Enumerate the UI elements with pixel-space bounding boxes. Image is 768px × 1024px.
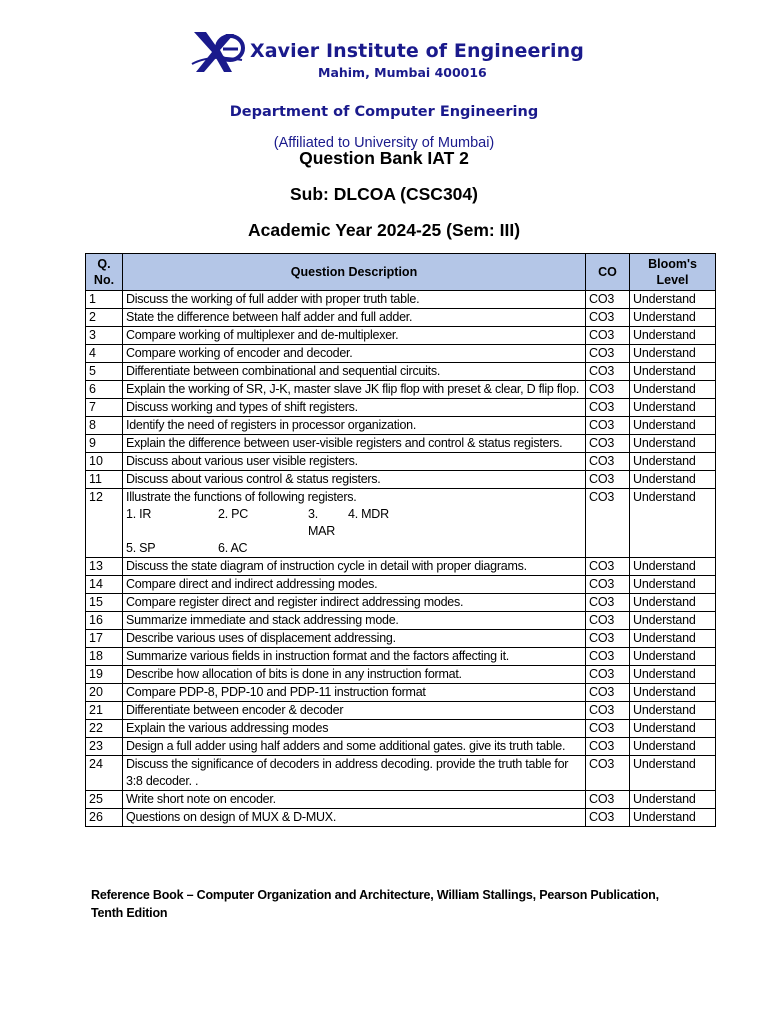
question-text: State the difference between half adder and full adder.	[123, 309, 586, 327]
question-text: Compare working of multiplexer and de-multiplexer.	[123, 327, 586, 345]
table-row	[86, 309, 716, 327]
table-row	[86, 612, 716, 630]
academic-year-title: Academic Year 2024-25 (Sem: III)	[247, 220, 521, 240]
table-row	[86, 809, 716, 827]
register-item: 2. PC	[218, 507, 249, 521]
q-no: 11	[86, 471, 123, 489]
question-text: Design a full adder using half adders and some additional gates. give its truth table.	[123, 738, 586, 756]
co-value: CO3	[586, 702, 630, 720]
q-no: 16	[86, 612, 123, 630]
co-value: CO3	[586, 594, 630, 612]
q-no: 18	[86, 648, 123, 666]
co-value: CO3	[586, 756, 630, 791]
co-value: CO3	[586, 381, 630, 399]
co-value: CO3	[586, 489, 630, 558]
question-table	[85, 253, 716, 827]
header-question-description: Question Description	[123, 254, 586, 291]
register-item: 4. MDR	[348, 507, 389, 521]
blooms-level: Understand	[630, 684, 716, 702]
co-value: CO3	[586, 720, 630, 738]
blooms-level: Understand	[630, 666, 716, 684]
blooms-level: Understand	[630, 791, 716, 809]
department-name: Department of Computer Engineering	[229, 104, 539, 120]
blooms-level: Understand	[630, 453, 716, 471]
question-text: Discuss working and types of shift registers.	[123, 399, 586, 417]
question-text: Summarize various fields in instruction format and the factors affecting it.	[123, 648, 586, 666]
co-value: CO3	[586, 684, 630, 702]
q-no: 20	[86, 684, 123, 702]
question-text: Differentiate between encoder & decoder	[123, 702, 586, 720]
q-no: 1	[86, 291, 123, 309]
q-no: 4	[86, 345, 123, 363]
table-row	[86, 702, 716, 720]
institute-name: Xavier Institute of Engineering	[250, 40, 584, 62]
register-item: 3. MAR	[308, 507, 336, 538]
q-no: 6	[86, 381, 123, 399]
question-text: Explain the various addressing modes	[123, 720, 586, 738]
question-text: Discuss about various control & status registers.	[123, 471, 586, 489]
table-row	[86, 738, 716, 756]
question-text: Discuss about various user visible registers.	[123, 453, 586, 471]
blooms-level: Understand	[630, 648, 716, 666]
blooms-level: Understand	[630, 381, 716, 399]
blooms-level: Understand	[630, 399, 716, 417]
table-row	[86, 594, 716, 612]
co-value: CO3	[586, 417, 630, 435]
co-value: CO3	[586, 666, 630, 684]
question-text: Describe various uses of displacement addressing.	[123, 630, 586, 648]
co-value: CO3	[586, 453, 630, 471]
co-value: CO3	[586, 471, 630, 489]
q-no: 15	[86, 594, 123, 612]
blooms-level: Understand	[630, 363, 716, 381]
co-value: CO3	[586, 327, 630, 345]
blooms-level: Understand	[630, 720, 716, 738]
table-row	[86, 630, 716, 648]
table-row	[86, 363, 716, 381]
q-no: 9	[86, 435, 123, 453]
blooms-level: Understand	[630, 576, 716, 594]
q-no: 12	[86, 489, 123, 558]
table-row	[86, 345, 716, 363]
co-value: CO3	[586, 630, 630, 648]
table-row	[86, 399, 716, 417]
blooms-level: Understand	[630, 345, 716, 363]
question-text: Summarize immediate and stack addressing mode.	[123, 612, 586, 630]
affiliation: (Affiliated to University of Mumbai)	[273, 135, 495, 151]
table-row	[86, 756, 716, 791]
co-value: CO3	[586, 363, 630, 381]
question-text: Compare direct and indirect addressing modes.	[123, 576, 586, 594]
q-no: 14	[86, 576, 123, 594]
q-no: 26	[86, 809, 123, 827]
table-row	[86, 576, 716, 594]
blooms-level: Understand	[630, 327, 716, 345]
co-value: CO3	[586, 738, 630, 756]
q-no: 25	[86, 791, 123, 809]
table-row	[86, 720, 716, 738]
subject-title: Sub: DLCOA (CSC304)	[290, 184, 478, 204]
blooms-level: Understand	[630, 809, 716, 827]
blooms-level: Understand	[630, 291, 716, 309]
register-item: 5. SP	[126, 541, 156, 555]
question-text: Identify the need of registers in processor organization.	[123, 417, 586, 435]
table-row	[86, 435, 716, 453]
blooms-level: Understand	[630, 417, 716, 435]
table-row	[86, 648, 716, 666]
table-row	[86, 417, 716, 435]
table-row	[86, 558, 716, 576]
register-item: 6. AC	[218, 541, 248, 555]
blooms-level: Understand	[630, 738, 716, 756]
blooms-level: Understand	[630, 594, 716, 612]
q-no: 22	[86, 720, 123, 738]
table-row	[86, 327, 716, 345]
q-no: 8	[86, 417, 123, 435]
q-no: 19	[86, 666, 123, 684]
reference-line: Tenth Edition	[91, 906, 168, 920]
co-value: CO3	[586, 399, 630, 417]
question-text: Compare working of encoder and decoder.	[123, 345, 586, 363]
question-bank-title: Question Bank IAT 2	[299, 148, 469, 168]
q-no: 2	[86, 309, 123, 327]
question-text: Compare register direct and register indirect addressing modes.	[123, 594, 586, 612]
blooms-level: Understand	[630, 471, 716, 489]
co-value: CO3	[586, 309, 630, 327]
question-text: Write short note on encoder.	[123, 791, 586, 809]
register-list	[126, 506, 582, 557]
co-value: CO3	[586, 809, 630, 827]
q-no: 17	[86, 630, 123, 648]
table-row	[86, 453, 716, 471]
blooms-level: Understand	[630, 702, 716, 720]
blooms-level: Understand	[630, 489, 716, 558]
blooms-level: Understand	[630, 612, 716, 630]
q-no: 10	[86, 453, 123, 471]
xie-logo-icon	[190, 28, 246, 76]
q-no: 5	[86, 363, 123, 381]
q-no: 21	[86, 702, 123, 720]
table-row	[86, 381, 716, 399]
table-row	[86, 791, 716, 809]
question-text: Questions on design of MUX & D-MUX.	[123, 809, 586, 827]
table-row	[86, 291, 716, 309]
institute-address: Mahim, Mumbai 400016	[318, 65, 487, 80]
blooms-level: Understand	[630, 630, 716, 648]
co-value: CO3	[586, 345, 630, 363]
reference-book	[91, 886, 711, 922]
q-no: 3	[86, 327, 123, 345]
table-row	[86, 666, 716, 684]
co-value: CO3	[586, 648, 630, 666]
table-header-row	[86, 254, 716, 291]
question-text: Discuss the significance of decoders in address decoding. provide the truth table for 3:8 decoder. .	[123, 756, 586, 791]
register-item: 1. IR	[126, 507, 152, 521]
blooms-level: Understand	[630, 309, 716, 327]
co-value: CO3	[586, 612, 630, 630]
question-text: Explain the difference between user-visible registers and control & status registers.	[123, 435, 586, 453]
q-no: 23	[86, 738, 123, 756]
blooms-level: Understand	[630, 756, 716, 791]
co-value: CO3	[586, 435, 630, 453]
q-no: 13	[86, 558, 123, 576]
question-text: Discuss the state diagram of instruction cycle in detail with proper diagrams.	[123, 558, 586, 576]
co-value: CO3	[586, 791, 630, 809]
q-no: 24	[86, 756, 123, 791]
question-intro: Illustrate the functions of following registers.	[126, 490, 357, 504]
question-text: Discuss the working of full adder with proper truth table.	[123, 291, 586, 309]
table-row	[86, 471, 716, 489]
q-no: 7	[86, 399, 123, 417]
co-value: CO3	[586, 576, 630, 594]
question-text	[123, 489, 586, 558]
blooms-level: Understand	[630, 558, 716, 576]
header-co: CO	[586, 254, 630, 291]
question-text: Differentiate between combinational and sequential circuits.	[123, 363, 586, 381]
co-value: CO3	[586, 291, 630, 309]
header-q-no: Q. No.	[86, 254, 123, 291]
question-text: Describe how allocation of bits is done in any instruction format.	[123, 666, 586, 684]
header-blooms-level: Bloom's Level	[630, 254, 716, 291]
blooms-level: Understand	[630, 435, 716, 453]
co-value: CO3	[586, 558, 630, 576]
institute-banner	[190, 28, 584, 80]
table-row	[86, 489, 716, 558]
table-row	[86, 684, 716, 702]
question-text: Explain the working of SR, J-K, master slave JK flip flop with preset & clear, D flip flop.	[123, 381, 586, 399]
reference-line: Reference Book – Computer Organization and Architecture, William Stallings, Pearson Publication,	[91, 888, 659, 902]
question-text: Compare PDP-8, PDP-10 and PDP-11 instruction format	[123, 684, 586, 702]
